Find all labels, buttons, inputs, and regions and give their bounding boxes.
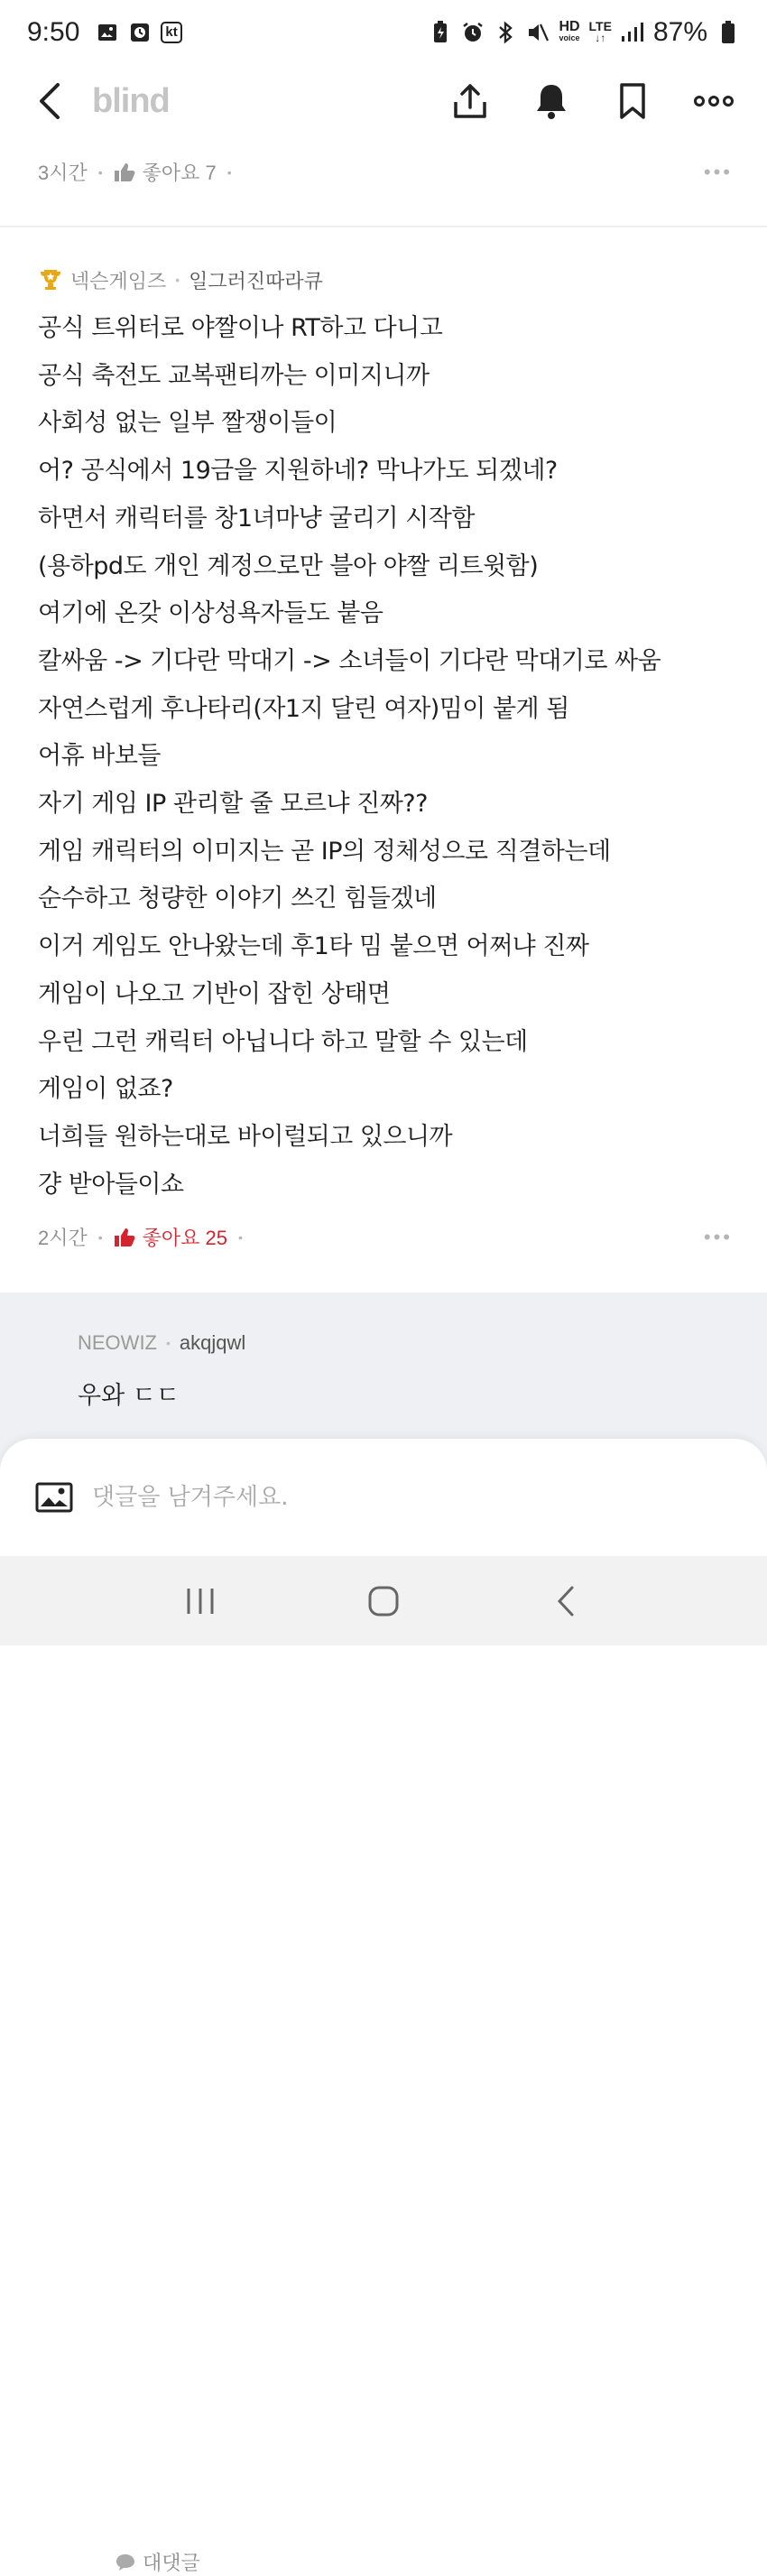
post-time: 3시간 <box>38 162 88 184</box>
lte-indicator <box>589 21 612 44</box>
image-icon <box>35 1482 73 1513</box>
home-icon <box>367 1585 400 1617</box>
app-header <box>0 65 767 137</box>
status-time: 9:50 <box>27 17 80 47</box>
comment-line: 너희들 원하는대로 바이럴되고 있으니까 <box>38 1122 453 1151</box>
bell-icon <box>533 82 569 120</box>
post-like-button[interactable] <box>114 158 217 186</box>
back-button[interactable] <box>36 79 72 124</box>
thumbs-up-icon <box>114 162 135 182</box>
comment-line: 어? 공식에서 19금을 지원하네? 막나가도 되겠네? <box>38 457 558 486</box>
gallery-notification-icon <box>96 21 119 44</box>
comment-time: 2시간 <box>38 1227 88 1249</box>
home-button[interactable] <box>356 1574 411 1628</box>
comment-body <box>38 305 733 1209</box>
separator-dot: • <box>226 164 232 180</box>
post-like-label: 좋아요 7 <box>142 162 217 184</box>
carrier-badge: kt <box>161 22 181 43</box>
comment-nickname[interactable]: 일그러진따라큐 <box>189 269 323 292</box>
post-more-button[interactable]: ••• <box>703 160 733 183</box>
post-meta-row <box>38 158 733 186</box>
trophy-icon <box>38 267 63 292</box>
comment-line: 게임이 없죠? <box>38 1075 173 1104</box>
comment-reply-button[interactable] <box>116 2548 747 2576</box>
comment-company[interactable]: 넥슨게임즈 <box>70 269 167 292</box>
reply-nickname[interactable]: akqjqwl <box>179 1331 246 1354</box>
share-icon <box>452 82 488 120</box>
status-right-icons <box>429 17 740 48</box>
comment-line: 자연스럽게 후나타리(자1지 달린 여자)밈이 붙게 됨 <box>38 694 569 723</box>
reply-text: 우와 ㄷㄷ <box>78 1382 180 1410</box>
recent-apps-button[interactable] <box>173 1574 227 1628</box>
comment-line: (용하pd도 개인 계정으로만 블아 야짤 리트윗함) <box>38 551 539 580</box>
comment-author-row <box>38 262 733 298</box>
comment-line: 공식 축전도 교복팬티까는 이미지니까 <box>38 361 430 390</box>
comment-like-button[interactable] <box>114 1223 227 1251</box>
attach-image-button[interactable] <box>34 1478 74 1517</box>
comment-line: 이거 게임도 안나왔는데 후1타 밈 붙으면 어쩌냐 진짜 <box>38 932 589 961</box>
hd-label: HD <box>559 19 580 34</box>
app-logo: blind <box>92 81 170 120</box>
separator-dot: • <box>97 1229 103 1245</box>
comment-input-bar <box>0 1439 767 1556</box>
separator-dot: • <box>97 164 103 180</box>
separator-dot: • <box>166 1336 171 1350</box>
clock-notification-icon <box>128 21 152 44</box>
comment-line: 게임 캐릭터의 이미지는 곧 IP의 정체성으로 직결하는데 <box>38 837 611 866</box>
more-horizontal-icon <box>694 95 734 107</box>
battery-percent: 87% <box>652 17 707 47</box>
header-actions <box>449 80 735 122</box>
comment-line: 사회성 없는 일부 짤쟁이들이 <box>38 409 337 438</box>
comment-line: 자기 게임 IP 관리할 줄 모르냐 진짜?? <box>38 790 428 819</box>
hd-voice-indicator <box>559 21 579 44</box>
system-back-button[interactable] <box>540 1574 594 1628</box>
bookmark-button[interactable] <box>612 80 653 122</box>
comment-line: 여기에 온갖 이상성욕자들도 붙음 <box>38 599 384 628</box>
comment-line: 게임이 나오고 기반이 잡힌 상태면 <box>38 979 391 1008</box>
share-button[interactable] <box>449 80 491 122</box>
separator-dot: • <box>238 1229 243 1245</box>
comment-input[interactable] <box>92 1484 724 1511</box>
comment-item <box>38 262 733 1209</box>
signal-icon <box>621 21 644 44</box>
comment-line: 어휴 바보들 <box>38 742 161 771</box>
battery-saver-icon <box>429 21 452 44</box>
voice-label: voice <box>559 33 580 42</box>
system-nav-bar <box>0 1556 767 1645</box>
thumbs-up-icon <box>114 1228 135 1247</box>
separator-dot: • <box>175 273 180 287</box>
more-button[interactable] <box>693 80 735 122</box>
reply-company[interactable]: NEOWIZ <box>78 1331 157 1354</box>
lte-label: LTE <box>588 19 612 33</box>
battery-icon <box>716 21 740 44</box>
comment-more-button[interactable]: ••• <box>703 1225 733 1248</box>
recent-apps-icon <box>184 1587 217 1616</box>
status-left-icons <box>96 21 181 44</box>
comment-line: 순수하고 청량한 이야기 쓰긴 힘들겠네 <box>38 885 437 913</box>
status-bar <box>0 0 767 65</box>
chat-bubble-icon <box>116 2553 135 2571</box>
comment-line: 걍 받아들이쇼 <box>38 1170 184 1199</box>
comment-line: 공식 트위터로 야짤이나 RT하고 다니고 <box>38 314 443 342</box>
reply-item <box>78 1325 709 1411</box>
comment-like-label: 좋아요 25 <box>142 1227 227 1249</box>
comment-reply-label: 대댓글 <box>143 2552 200 2574</box>
chevron-left-icon <box>556 1585 578 1617</box>
data-arrows-icon: ↓↑ <box>595 32 606 44</box>
comment-line: 하면서 캐릭터를 창1녀마냥 굴리기 시작함 <box>38 504 475 533</box>
comment-line: 우린 그런 캐릭터 아닙니다 하고 말할 수 있는데 <box>38 1027 528 1056</box>
comment-line: 칼싸움 -> 기다란 막대기 -> 소녀들이 기다란 막대기로 싸움 <box>38 646 661 675</box>
bluetooth-icon <box>494 21 517 44</box>
notification-button[interactable] <box>531 80 572 122</box>
section-divider <box>0 226 767 227</box>
mute-icon <box>526 21 550 44</box>
alarm-icon <box>461 21 485 44</box>
bookmark-icon <box>618 82 647 120</box>
chevron-left-icon <box>36 81 63 121</box>
reply-author-row <box>78 1325 709 1361</box>
